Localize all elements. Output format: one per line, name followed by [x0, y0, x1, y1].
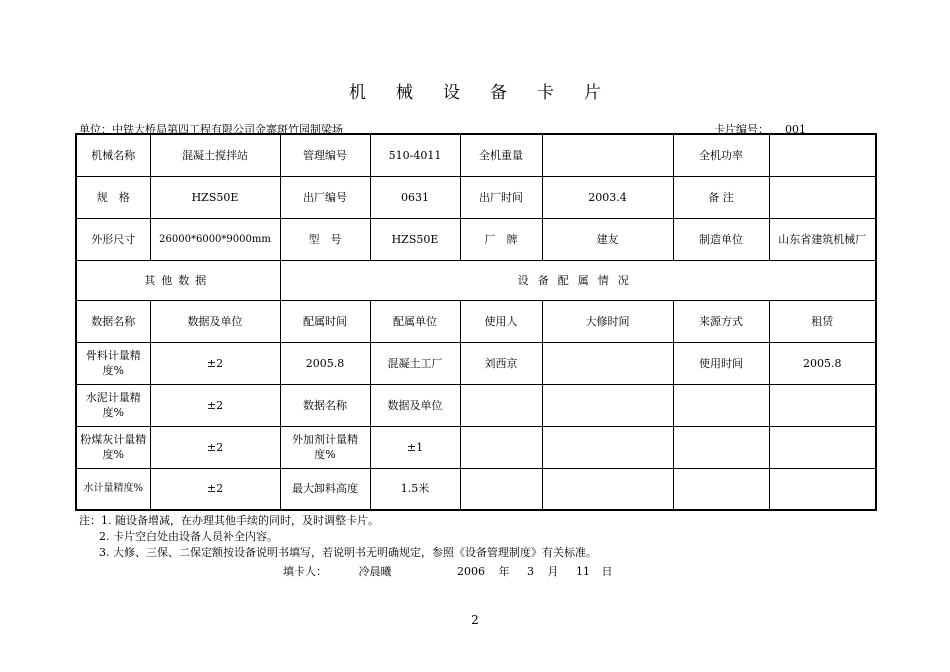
table-cell	[460, 426, 542, 468]
table-row	[76, 342, 876, 384]
date-month-unit: 月	[547, 565, 559, 578]
sign-line	[283, 563, 613, 579]
remark-value	[769, 176, 876, 218]
machine-name-value: 混凝土搅拌站	[150, 134, 280, 176]
table-row	[76, 218, 876, 260]
column-header: 来源方式	[673, 300, 769, 342]
table-cell: 使用时间	[673, 342, 769, 384]
table-cell: 2005.8	[769, 342, 876, 384]
factory-time-label: 出厂时间	[460, 176, 542, 218]
factory-no-value: 0631	[370, 176, 460, 218]
table-cell	[542, 384, 673, 426]
table-cell: 1.5米	[370, 468, 460, 510]
filler-label: 填卡人：	[283, 565, 327, 578]
table-cell: 骨料计量精度%	[76, 342, 150, 384]
weight-label: 全机重量	[460, 134, 542, 176]
dims-label: 外形尺寸	[76, 218, 150, 260]
table-cell	[542, 426, 673, 468]
factory-no-label: 出厂编号	[280, 176, 370, 218]
table-cell	[542, 468, 673, 510]
column-header: 租赁	[769, 300, 876, 342]
model-label: 型 号	[280, 218, 370, 260]
date-month: 3	[527, 565, 534, 578]
table-row	[76, 426, 876, 468]
table-cell: ±2	[150, 468, 280, 510]
table-cell: ±2	[150, 426, 280, 468]
maker-value: 山东省建筑机械厂	[769, 218, 876, 260]
table-cell: 外加剂计量精度%	[280, 426, 370, 468]
table-cell: 粉煤灰计量精度%	[76, 426, 150, 468]
table-row	[76, 260, 876, 300]
table-cell: 水泥计量精度%	[76, 384, 150, 426]
brand-label: 厂 牌	[460, 218, 542, 260]
equipment-card-table	[75, 133, 877, 511]
table-cell	[769, 384, 876, 426]
power-label: 全机功率	[673, 134, 769, 176]
column-header: 配属单位	[370, 300, 460, 342]
date-year-unit: 年	[498, 565, 510, 578]
table-cell: 混凝土工厂	[370, 342, 460, 384]
table-cell	[673, 426, 769, 468]
table-cell: 刘西京	[460, 342, 542, 384]
table-row	[76, 134, 876, 176]
equipment-info-section-header: 设备配属情况	[280, 260, 876, 300]
table-cell: 2005.8	[280, 342, 370, 384]
table-cell: ±2	[150, 342, 280, 384]
table-header-row	[76, 300, 876, 342]
spec-label: 规 格	[76, 176, 150, 218]
table-cell	[460, 468, 542, 510]
card-number-value: 001	[785, 123, 806, 136]
table-row	[76, 468, 876, 510]
dims-value: 26000*6000*9000mm	[150, 218, 280, 260]
note-item: 3. 大修、三保、二保定额按设备说明书填写，若说明书无明确规定，参照《设备管理制度》有关标准。	[99, 546, 597, 559]
date-year: 2006	[457, 565, 485, 578]
weight-value	[542, 134, 673, 176]
table-cell	[673, 384, 769, 426]
table-cell	[769, 468, 876, 510]
mgmt-no-label: 管理编号	[280, 134, 370, 176]
page-title: 机械设备卡片	[349, 83, 631, 103]
factory-time-value: 2003.4	[542, 176, 673, 218]
table-cell	[542, 342, 673, 384]
filler-name: 冷晨曦	[358, 565, 392, 578]
spec-value: HZS50E	[150, 176, 280, 218]
page-number: 2	[471, 613, 479, 627]
maker-label: 制造单位	[673, 218, 769, 260]
table-cell	[673, 468, 769, 510]
table-cell: ±1	[370, 426, 460, 468]
card-number-label: 卡片编号：	[714, 123, 769, 136]
table-cell: ±2	[150, 384, 280, 426]
table-row	[76, 384, 876, 426]
other-data-section-header: 其他数据	[76, 260, 280, 300]
date-day-unit: 日	[601, 565, 613, 578]
column-header: 配属时间	[280, 300, 370, 342]
table-cell: 最大卸料高度	[280, 468, 370, 510]
column-header: 大修时间	[542, 300, 673, 342]
column-header: 使用人	[460, 300, 542, 342]
table-row	[76, 176, 876, 218]
column-header: 数据名称	[76, 300, 150, 342]
date-day: 11	[576, 565, 590, 578]
model-value: HZS50E	[370, 218, 460, 260]
note-item: 2. 卡片空白处由设备人员补全内容。	[99, 530, 278, 543]
table-cell: 数据及单位	[370, 384, 460, 426]
mgmt-no-value: 510-4011	[370, 134, 460, 176]
brand-value: 建友	[542, 218, 673, 260]
table-cell	[460, 384, 542, 426]
notes	[79, 513, 597, 561]
note-item: 注：1. 随设备增减，在办理其他手续的同时，及时调整卡片。	[79, 514, 379, 527]
table-cell: 水计量精度%	[76, 468, 150, 510]
machine-name-label: 机械名称	[76, 134, 150, 176]
column-header: 数据及单位	[150, 300, 280, 342]
unit-line: 单位：中铁大桥局第四工程有限公司金寨斑竹园制梁场	[79, 123, 343, 136]
table-cell	[769, 426, 876, 468]
power-value	[769, 134, 876, 176]
remark-label: 备 注	[673, 176, 769, 218]
table-cell: 数据名称	[280, 384, 370, 426]
